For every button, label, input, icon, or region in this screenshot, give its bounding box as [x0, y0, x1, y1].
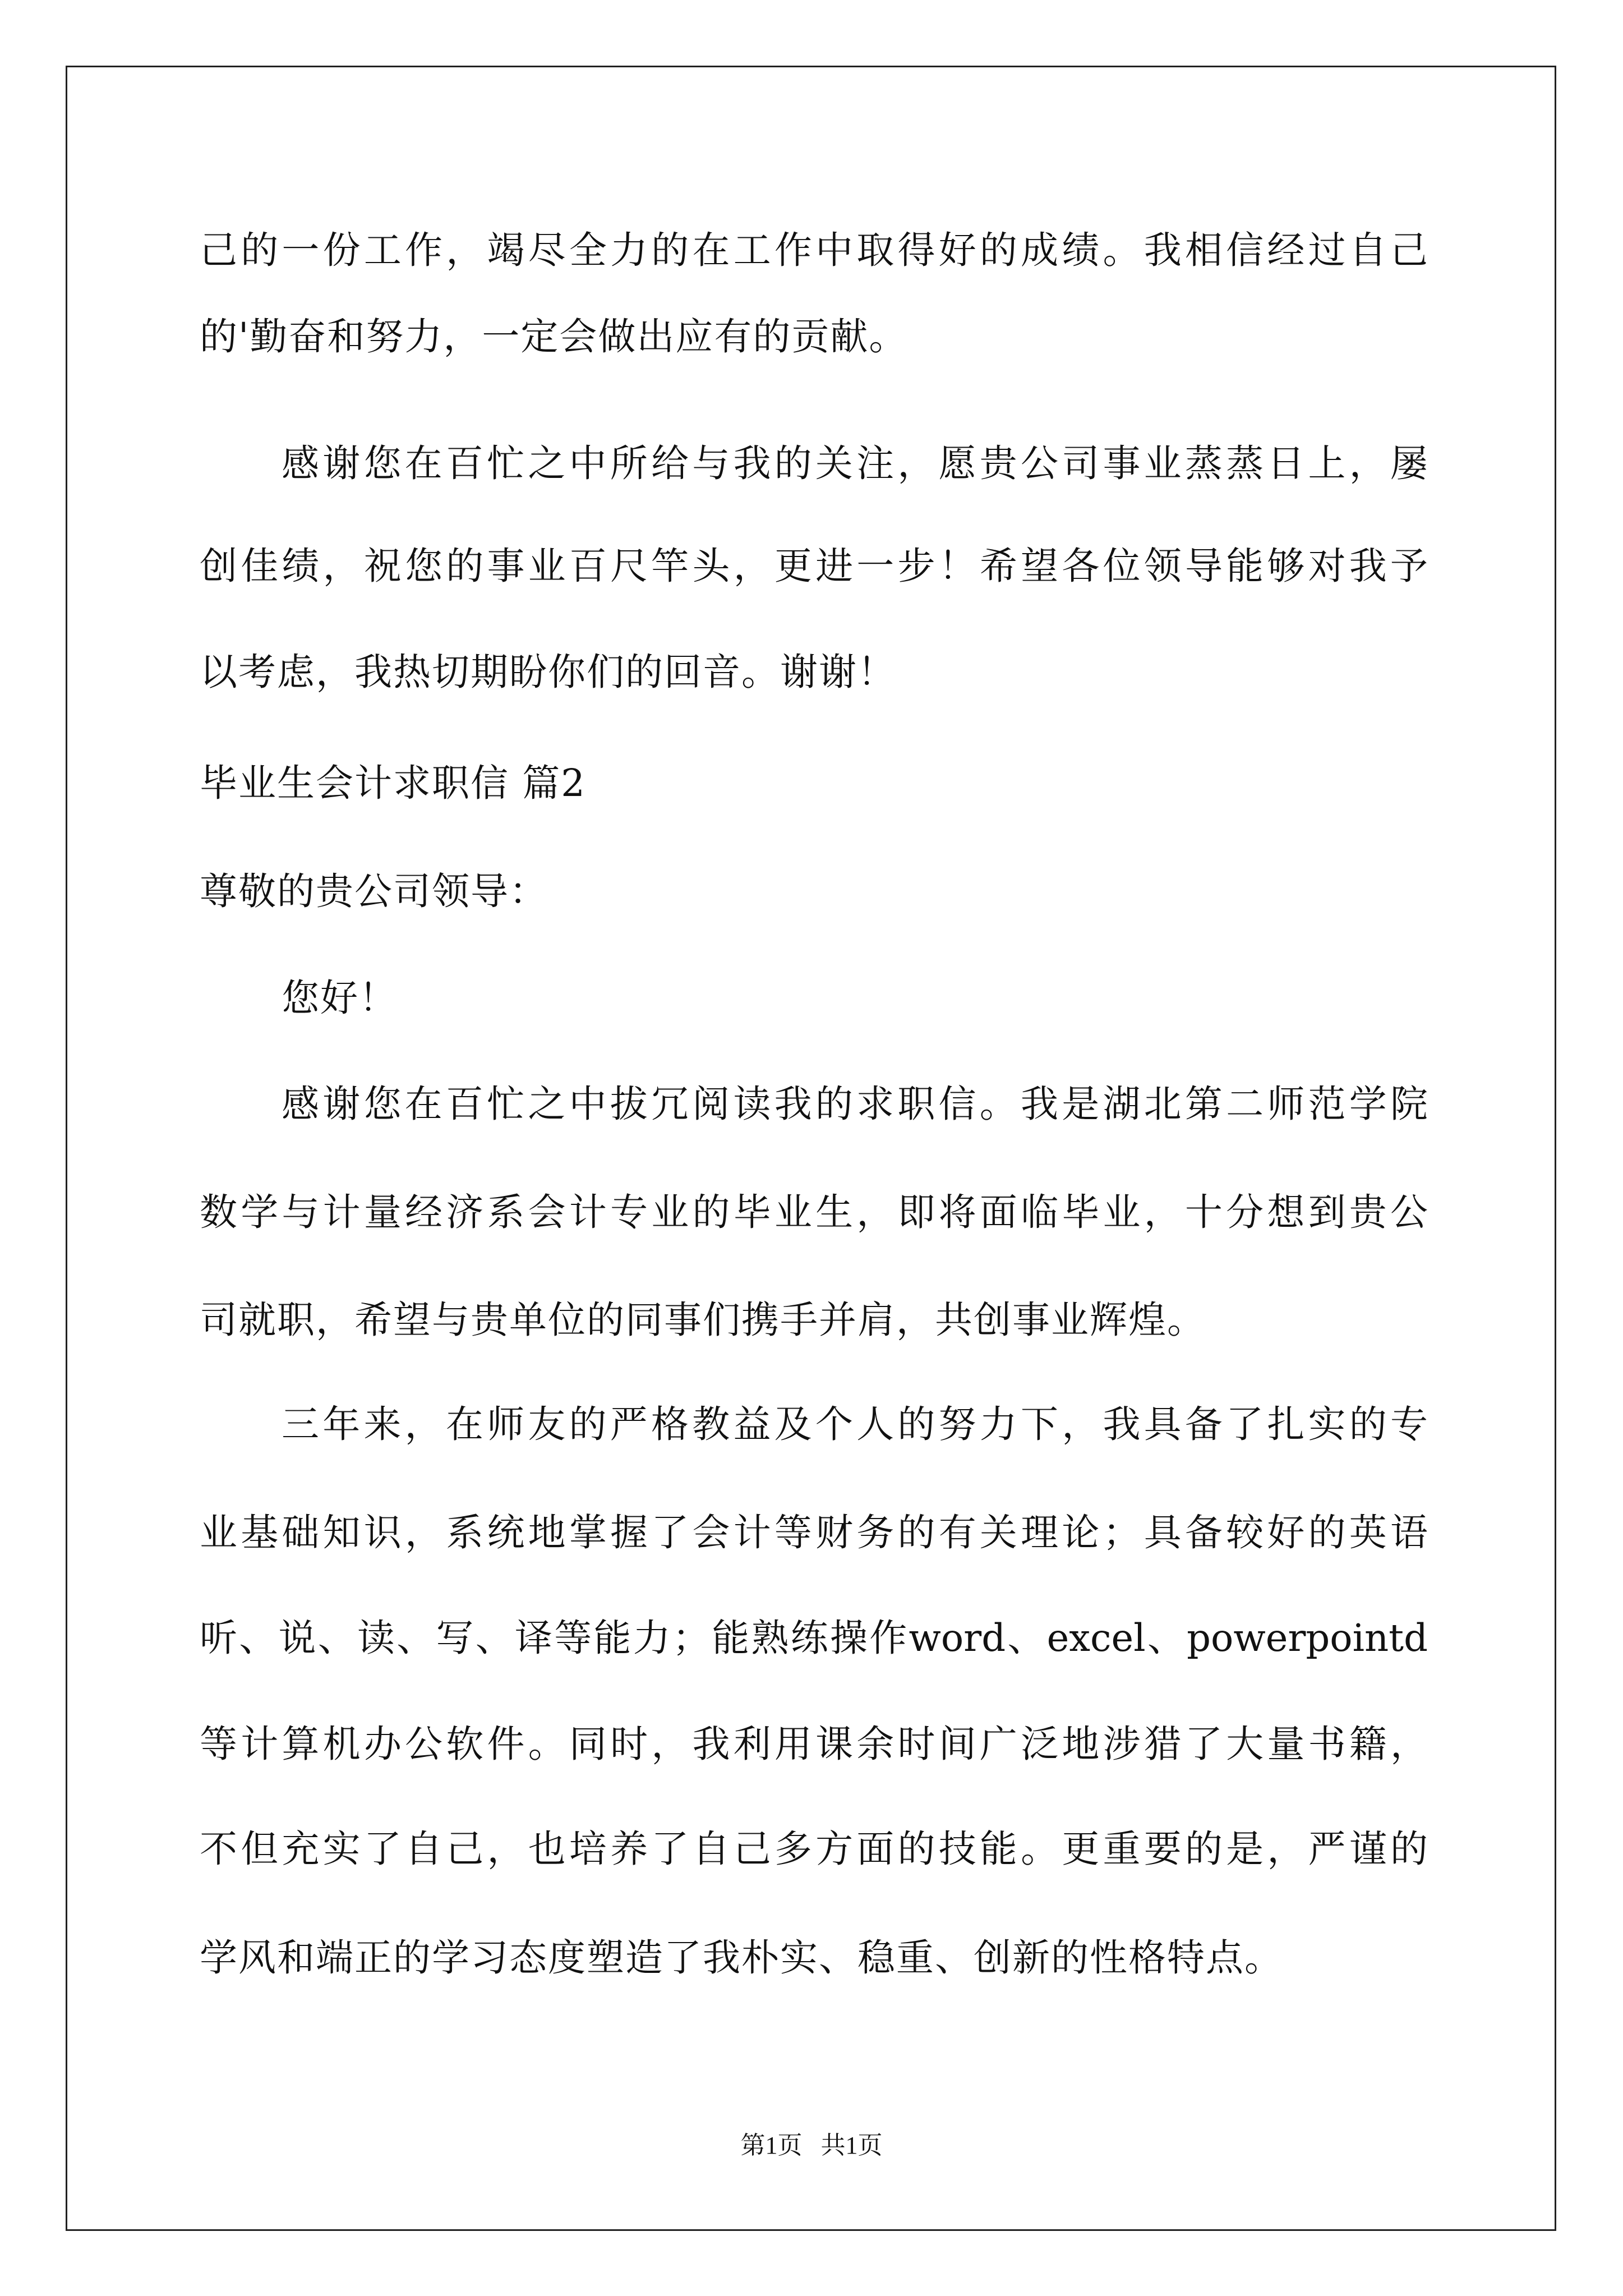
paragraph-line: 的'勤奋和努力，一定会做出应有的贡献。: [200, 315, 908, 358]
paragraph-line: 司就职，希望与贵单位的同事们携手并肩，共创事业辉煌。: [200, 1298, 1206, 1342]
paragraph-line: 不但充实了自己，也培养了自己多方面的技能。更重要的是，严谨的: [200, 1827, 1428, 1871]
section-heading: 毕业生会计求职信 篇2: [200, 761, 586, 805]
paragraph-line: 听、说、读、写、译等能力；能熟练操作word、excel、powerpointd: [200, 1616, 1428, 1660]
paragraph-line: 数学与计量经济系会计专业的毕业生，即将面临毕业，十分想到贵公: [200, 1190, 1428, 1234]
greeting: 您好！: [282, 976, 398, 1020]
paragraph-line: 己的一份工作，竭尽全力的在工作中取得好的成绩。我相信经过自己: [200, 228, 1428, 272]
paragraph-line: 学风和端正的学习态度塑造了我朴实、稳重、创新的性格特点。: [200, 1936, 1283, 1980]
paragraph-line: 三年来，在师友的严格教益及个人的努力下，我具备了扎实的专: [282, 1402, 1428, 1446]
salutation: 尊敬的贵公司领导：: [200, 869, 548, 913]
paragraph-line: 感谢您在百忙之中拔冗阅读我的求职信。我是湖北第二师范学院: [282, 1082, 1428, 1126]
paragraph-line: 以考虑，我热切期盼你们的回音。谢谢！: [200, 650, 896, 694]
page-number-footer: 第1页 共1页: [740, 2132, 883, 2159]
paragraph-line: 业基础知识，系统地掌握了会计等财务的有关理论；具备较好的英语: [200, 1511, 1428, 1554]
page-border: [66, 66, 1556, 2231]
paragraph-line: 等计算机办公软件。同时，我利用课余时间广泛地涉猎了大量书籍，: [200, 1722, 1428, 1766]
paragraph-line: 感谢您在百忙之中所给与我的关注，愿贵公司事业蒸蒸日上，屡: [282, 441, 1428, 485]
paragraph-line: 创佳绩，祝您的事业百尺竿头，更进一步！希望各位领导能够对我予: [200, 544, 1428, 588]
